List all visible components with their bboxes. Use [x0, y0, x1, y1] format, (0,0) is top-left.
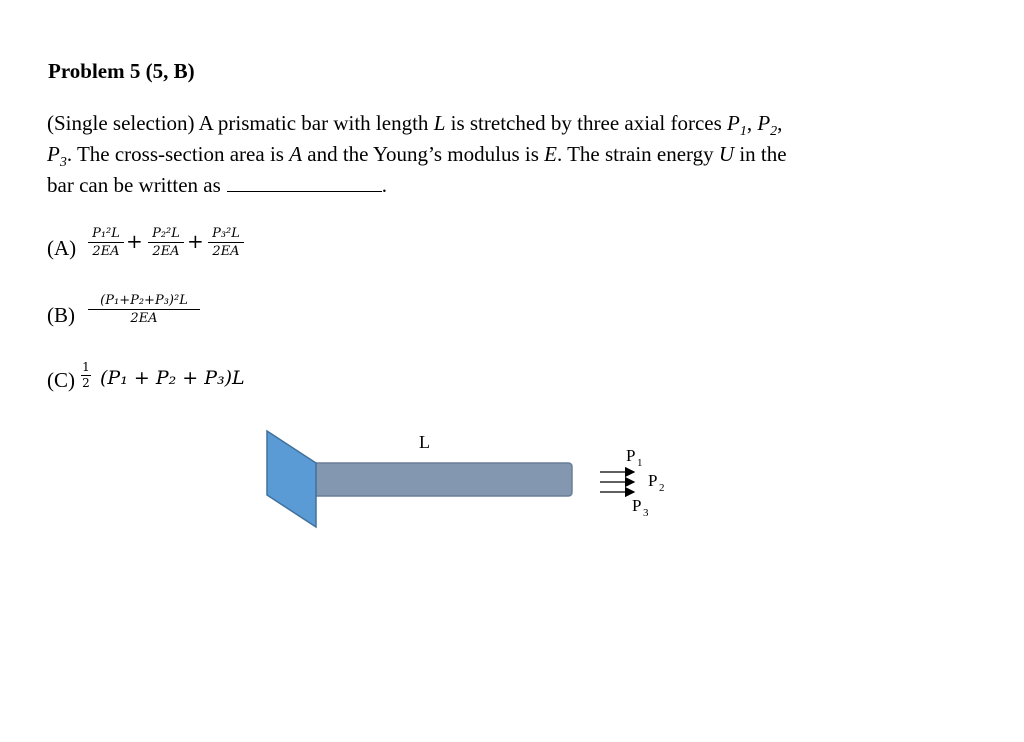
option-a-plus2: + [187, 229, 204, 253]
question-line-2: $P_3$. The cross-section area is A and the Young’s modulus is E. The strain energy U in the [47, 142, 787, 170]
svg-text:P: P [626, 446, 636, 465]
option-a-term3: P₃²L 2EA [208, 226, 244, 259]
svg-text:P: P [648, 471, 658, 490]
option-b-label[interactable]: (B) [47, 303, 75, 327]
option-a-term1: P₁²L 2EA [88, 226, 124, 259]
force-label-p1 [626, 446, 643, 469]
option-a-plus1: + [126, 229, 143, 253]
length-label: L [419, 432, 430, 452]
problem-title: Problem 5 (5, B) [48, 59, 195, 83]
option-b-term: (P₁+P₂+P₃)²L 2EA [88, 293, 200, 326]
option-c-expr: (P₁ + P₂ + P₃)L [100, 367, 245, 389]
force-label-p3 [632, 496, 649, 519]
option-a-term2: P₂²L 2EA [148, 226, 184, 259]
prismatic-bar [313, 463, 572, 496]
svg-text:1: 1 [637, 457, 643, 469]
svg-text:P: P [632, 496, 642, 515]
question-line-1: (Single selection) A prismatic bar with length L is stretched by three axial forces $P_1$, $P_2$, [47, 111, 783, 139]
option-c-label[interactable]: (C) [47, 368, 75, 392]
svg-text:3: 3 [643, 507, 649, 519]
option-c-half: 1 2 [82, 360, 90, 390]
option-a-label[interactable]: (A) [47, 236, 77, 260]
force-label-p2 [648, 471, 665, 494]
fixed-wall [267, 431, 316, 527]
svg-text:2: 2 [659, 482, 665, 494]
question-line-3: bar can be written as . [47, 173, 388, 197]
